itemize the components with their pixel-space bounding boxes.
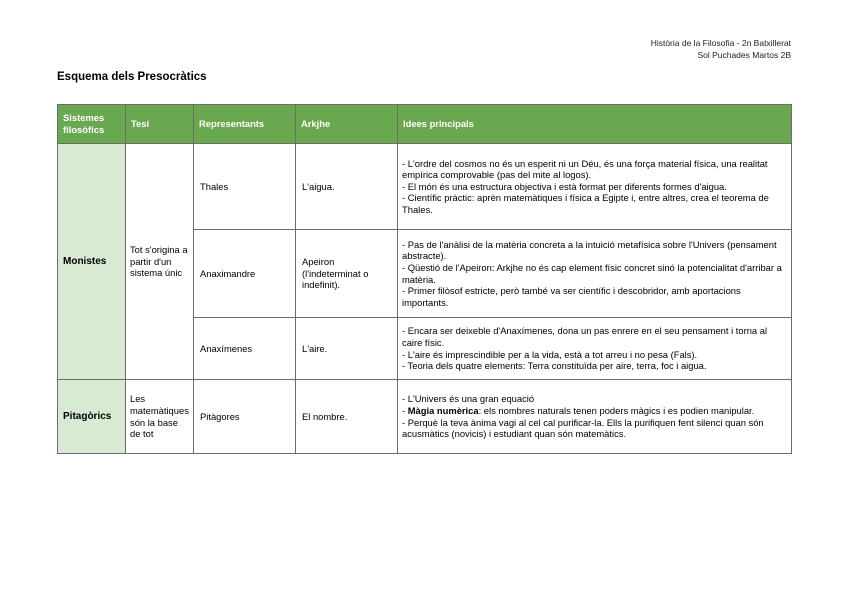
column-header-representatives: Representants [194, 105, 296, 144]
idea-line: - El món és una estructura objectiva i està format per diferents formes d'aigua. [402, 180, 727, 192]
system-pitagorics: Pitagòrics [58, 380, 126, 454]
arkjhe-anaximandre: Apeiron (l'indeterminat o indefinit). [296, 230, 398, 318]
idea-line: - Teoria dels quatre elements: Terra constituïda per aire, terra, foc i aigua. [402, 360, 707, 372]
system-monistes: Monistes [58, 144, 126, 380]
representative-pitagores: Pitàgores [194, 380, 296, 454]
representative-thales: Thales [194, 144, 296, 230]
thesis-pitagorics: Les matemàtiques són la base de tot [126, 380, 194, 454]
representative-anaximandre: Anaximandre [194, 230, 296, 318]
idea-rest: : els nombres naturals tenen poders màgics i es podien manipular. [478, 404, 755, 416]
ideas-pitagores [398, 380, 792, 454]
column-header-arkjhe: Arkjhe [296, 105, 398, 144]
arkjhe-anaximenes: L'aire. [296, 318, 398, 380]
idea-line: - Perquè la teva ànima vagi al cel cal purificar-la. Ells la purifiquen fent silenci quan són acusmàtics (novicis) i estudiant quan són matemàtics. [402, 416, 764, 440]
course-line: Història de la Filosofia - 2n Batxillerat [650, 38, 791, 48]
ideas-anaximenes [398, 318, 792, 380]
idea-prefix: - [402, 404, 408, 416]
table-header-row [58, 105, 792, 144]
column-header-thesis: Tesi [126, 105, 194, 144]
page-title: Esquema dels Presocràtics [57, 71, 207, 83]
idea-line: - L'ordre del cosmos no és un esperit ni un Déu, és una força material física, una realitat empírica comprovable (pas del mite al logos). [402, 157, 768, 181]
idea-line: - Pas de l'anàlisi de la matèria concreta a la intuició metafísica sobre l'Univers (pensament abstracte). [402, 238, 777, 262]
idea-line: - L'aire és imprescindible per a la vida, està a tot arreu i no pesa (Fals). [402, 348, 698, 360]
column-header-main-ideas: Idees principals [398, 105, 792, 144]
table-row [58, 144, 792, 230]
idea-line [402, 405, 787, 417]
column-header-systems: Sistemes filosòfics [58, 105, 126, 144]
arkjhe-thales: L'aigua. [296, 144, 398, 230]
representative-anaximenes: Anaxímenes [194, 318, 296, 380]
idea-line: - Encara ser deixeble d'Anaxímenes, dona un pas enrere en el seu pensament i torna al caire físic. [402, 325, 768, 348]
document-header [651, 37, 791, 61]
idea-line: - Qüestió de l'Apeiron: Arkjhe no és cap element físic concret sinó la potencialitat d'arribar a matèria. [402, 261, 782, 285]
idea-line: - Científic pràctic: aprèn matemàtiques i física a Egipte i, entre altres, crea el teorema de Thales. [402, 192, 769, 215]
author-line: Sol Puchades Martos 2B [697, 50, 791, 60]
ideas-anaximandre [398, 230, 792, 318]
ideas-thales [398, 144, 792, 230]
thesis-monistes: Tot s'origina a partir d'un sistema únic [126, 144, 194, 380]
table-row [58, 380, 792, 454]
arkjhe-pitagores: El nombre. [296, 380, 398, 454]
idea-bold-term: Màgia numèrica [407, 404, 479, 416]
idea-line: - Primer filòsof estricte, però també va ser científic i descobridor, amb aportacions importants. [402, 285, 741, 308]
presocratics-table [57, 104, 792, 454]
idea-line: - L'Univers és una gran equació [402, 393, 535, 405]
